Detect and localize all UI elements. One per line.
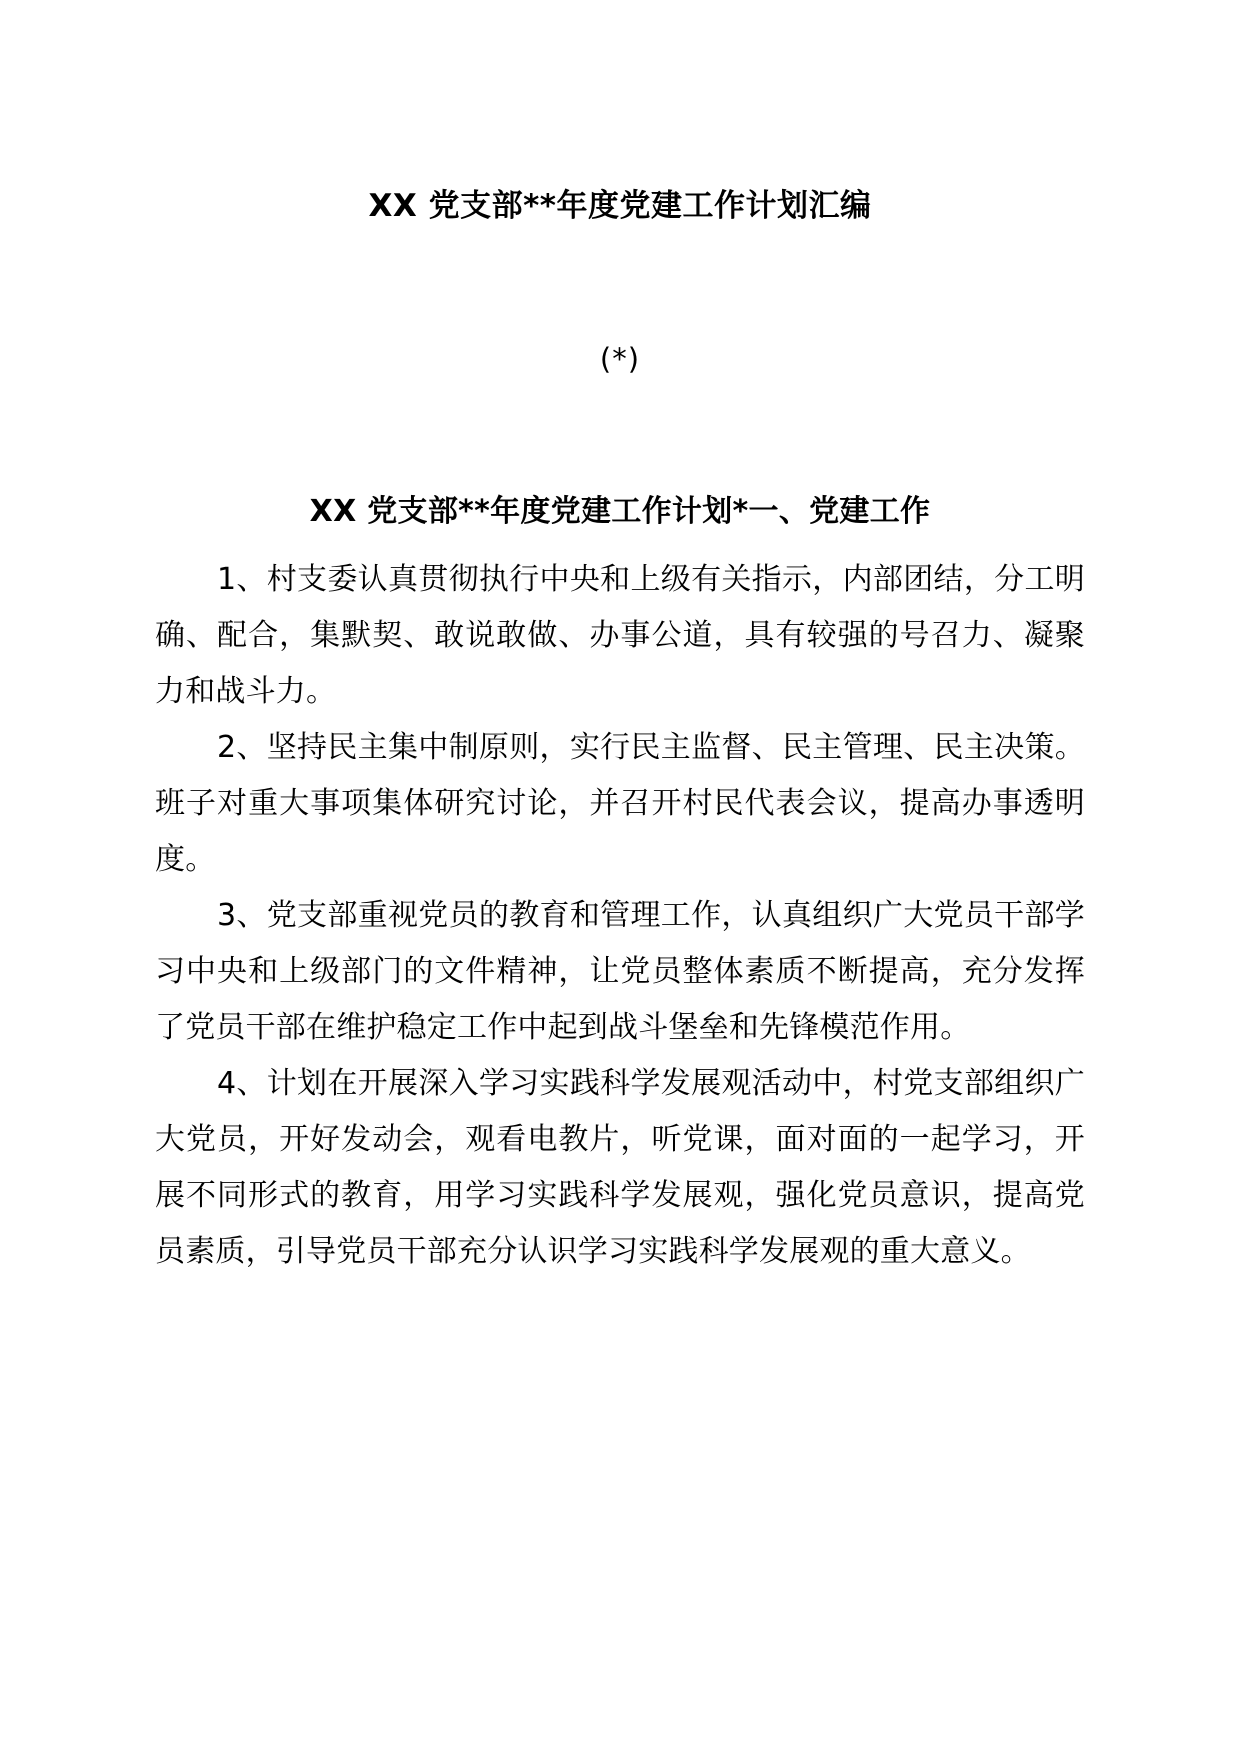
body-paragraph-4: 4、计划在开展深入学习实践科学发展观活动中，村党支部组织广大党员，开好发动会，观看电教片，听党课，面对面的一起学习，开展不同形式的教育，用学习实践科学发展观，强化党员意识，提高党员素质，引导党员干部充分认识学习实践科学发展观的重大意义。 (155, 1066, 1085, 1269)
asterisk-marker: (*) (599, 341, 641, 376)
paragraph-list (155, 552, 1085, 1280)
document-title: XX 党支部**年度党建工作计划汇编 (368, 188, 872, 224)
body-paragraph-2: 2、坚持民主集中制原则，实行民主监督、民主管理、民主决策。班子对重大事项集体研究讨论，并召开村民代表会议，提高办事透明度。 (155, 730, 1085, 877)
document-content (155, 0, 1085, 1280)
body-paragraph-3: 3、党支部重视党员的教育和管理工作，认真组织广大党员干部学习中央和上级部门的文件精神，让党员整体素质不断提高，充分发挥了党员干部在维护稳定工作中起到战斗堡垒和先锋模范作用。 (155, 898, 1085, 1045)
body-paragraph-1: 1、村支委认真贯彻执行中央和上级有关指示，内部团结，分工明确、配合，集默契、敢说敢做、办事公道，具有较强的号召力、凝聚力和战斗力。 (155, 562, 1085, 709)
section-heading: XX 党支部**年度党建工作计划*一、党建工作 (309, 494, 931, 529)
